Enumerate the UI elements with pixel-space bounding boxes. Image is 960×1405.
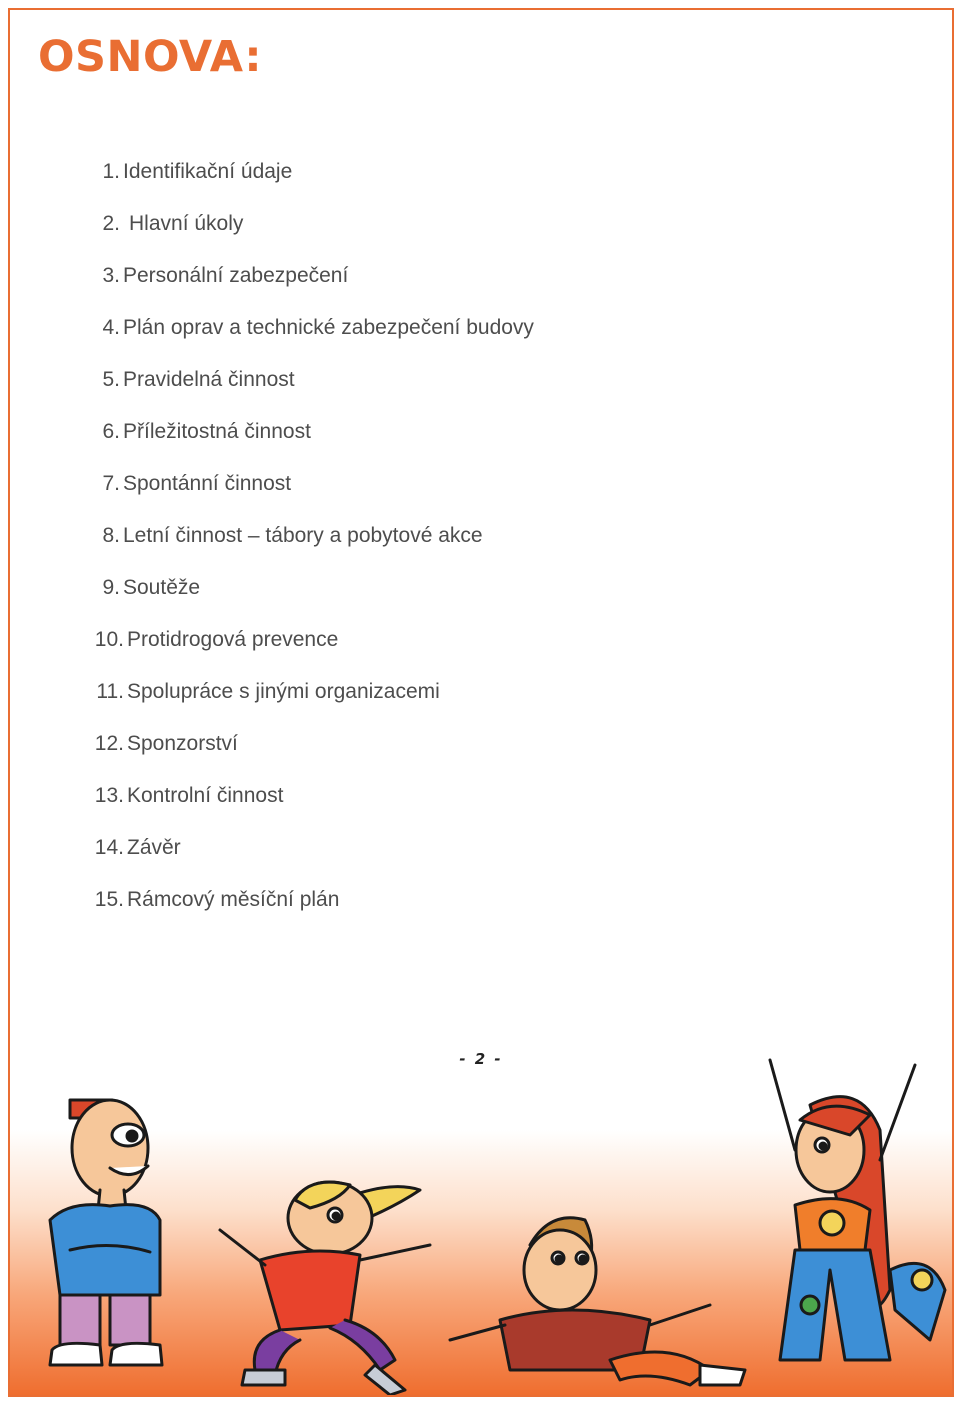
- girl-arms-up-figure: [770, 1060, 945, 1360]
- toc-item-number: 15.: [94, 888, 124, 911]
- toc-item-text: Hlavní úkoly: [129, 212, 244, 235]
- toc-item-text: Spontánní činnost: [123, 472, 292, 495]
- toc-item-text: Sponzorství: [127, 732, 238, 755]
- boy-sitting-figure: [450, 1218, 745, 1385]
- toc-item-number: 3.: [102, 264, 120, 287]
- toc-item-number: 1.: [102, 160, 120, 183]
- toc-item-number: 7.: [102, 472, 120, 495]
- page-frame: [8, 8, 954, 1397]
- girl-blond-figure: [220, 1182, 430, 1395]
- toc-item-number: 11.: [96, 680, 124, 703]
- toc-item-number: 4.: [102, 316, 120, 339]
- toc-item-text: Plán oprav a technické zabezpečení budovy: [123, 316, 534, 339]
- toc-item-number: 6.: [102, 420, 120, 443]
- toc-item-text: Soutěže: [123, 576, 201, 599]
- page-number: - 2 -: [459, 1050, 503, 1068]
- cartoon-children-icon: [10, 1040, 952, 1395]
- toc-item-text: Příležitostná činnost: [123, 420, 311, 443]
- toc-item-text: Pravidelná činnost: [123, 368, 295, 391]
- toc-item-number: 8.: [102, 524, 120, 547]
- toc-item-number: 2.: [102, 212, 120, 235]
- toc-item-number: 10.: [94, 628, 124, 651]
- boy-left-figure: [50, 1100, 162, 1365]
- toc-item-number: 12.: [94, 732, 124, 755]
- toc-item-text: Rámcový měsíční plán: [127, 888, 340, 911]
- toc-item-number: 5.: [102, 368, 120, 391]
- toc-item-text: Spolupráce s jinými organizacemi: [127, 680, 440, 703]
- toc-item-text: Kontrolní činnost: [127, 784, 284, 807]
- toc-item-number: 13.: [94, 784, 124, 807]
- toc-item-number: 14.: [94, 836, 124, 859]
- toc-item-text: Závěr: [127, 836, 181, 859]
- toc-item-text: Identifikační údaje: [123, 160, 293, 183]
- toc-item-number: 9.: [102, 576, 120, 599]
- toc-item-text: Protidrogová prevence: [127, 628, 339, 651]
- page-title: OSNOVA:: [38, 32, 263, 82]
- toc-item-text: Letní činnost – tábory a pobytové akce: [123, 524, 483, 547]
- toc-item-text: Personální zabezpečení: [123, 264, 349, 287]
